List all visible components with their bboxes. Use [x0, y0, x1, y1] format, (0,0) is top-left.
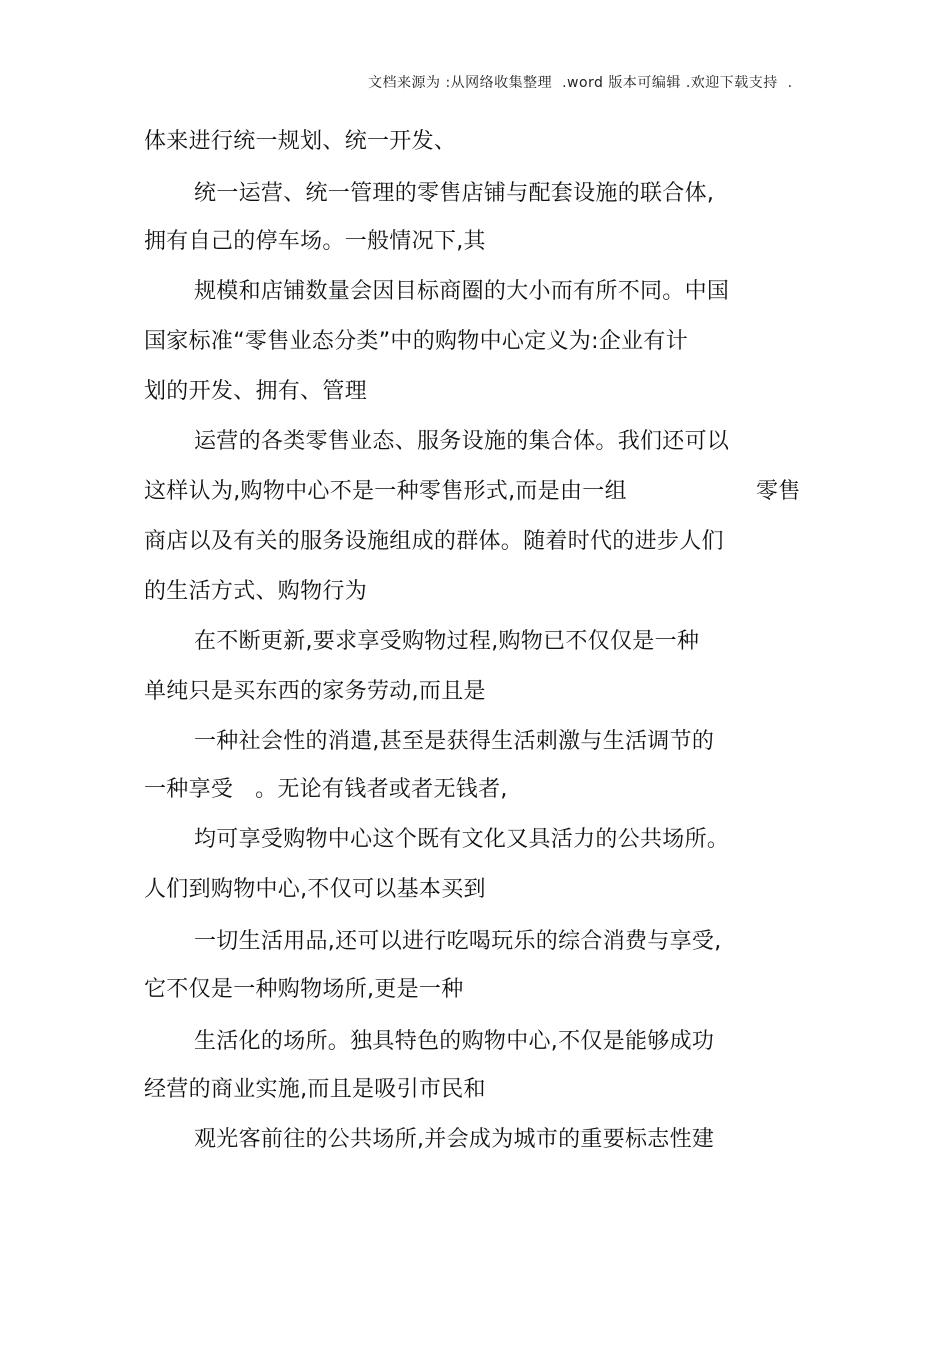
body-text-line: 的生活方式、购物行为 — [144, 579, 368, 604]
body-text-line-tail: 零售 — [756, 479, 801, 504]
body-text-line: 一切生活用品,还可以进行吃喝玩乐的综合消费与享受, — [194, 929, 722, 954]
body-text-line: 一种社会性的消遣,甚至是获得生活刺激与生活调节的 — [194, 729, 715, 754]
body-text-line: 单纯只是买东西的家务劳动,而且是 — [144, 679, 486, 704]
body-text-line: 这样认为,购物中心不是一种零售形式,而是由一组 — [144, 479, 627, 504]
body-text-line: 经营的商业实施,而且是吸引市民和 — [144, 1077, 486, 1102]
body-text-line: 运营的各类零售业态、服务设施的集合体。我们还可以 — [194, 429, 730, 454]
body-text-line: 拥有自己的停车场。一般情况下,其 — [144, 229, 486, 254]
body-text-line: 人们到购物中心,不仅可以基本买到 — [144, 877, 486, 902]
body-text-line: 商店以及有关的服务设施组成的群体。随着时代的进步人们 — [144, 529, 724, 554]
body-text-line: 一种享受 。无论有钱者或者无钱者, — [144, 777, 508, 802]
body-text-line: 统一运营、统一管理的零售店铺与配套设施的联合体, — [194, 181, 715, 206]
body-text-line: 规模和店铺数量会因目标商圈的大小而有所不同。中国 — [194, 279, 730, 304]
page-header-note: 文档来源为 :从网络收集整理 .word 版本可编辑 .欢迎下载支持 . — [368, 75, 793, 91]
body-text-line: 国家标准“零售业态分类”中的购物中心定义为:企业有计 — [144, 329, 689, 354]
body-text-line: 观光客前往的公共场所,并会成为城市的重要标志性建 — [194, 1127, 715, 1152]
body-text-line: 它不仅是一种购物场所,更是一种 — [144, 977, 464, 1002]
body-text-line: 均可享受购物中心这个既有文化又具活力的公共场所。 — [194, 827, 730, 852]
body-text-line: 体来进行统一规划、统一开发、 — [144, 129, 457, 154]
body-text-line: 在不断更新,要求享受购物过程,购物已不仅仅是一种 — [194, 629, 700, 654]
body-text-line: 生活化的场所。独具特色的购物中心,不仅是能够成功 — [194, 1029, 715, 1054]
body-text-line: 划的开发、拥有、管理 — [144, 379, 368, 404]
